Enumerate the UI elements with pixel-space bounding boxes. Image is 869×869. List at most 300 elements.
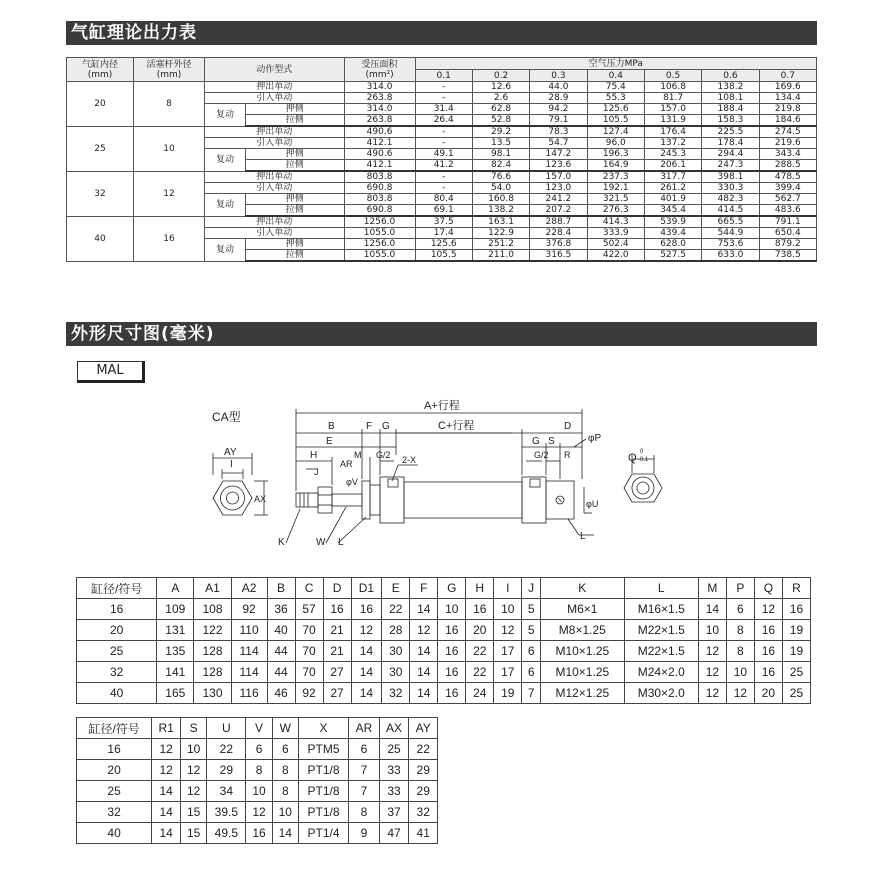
force-cell: 125.6 [415,239,472,250]
header-cell: F [410,578,438,599]
header-cell: 缸径/符号 [77,718,152,739]
force-cell: 147.2 [530,149,587,160]
label-m: M [354,450,362,460]
force-cell: 188.4 [702,104,759,115]
force-cell: 333.9 [587,228,644,239]
label-k: K [278,537,285,548]
area-cell: 490.6 [344,149,415,160]
force-cell: 17.4 [415,228,472,239]
force-cell: 184.6 [759,115,816,127]
header-cell: I [494,578,522,599]
value-cell: 8 [726,620,754,641]
header-cell: X [298,718,348,739]
value-cell: 16 [438,620,466,641]
force-cell: 108.1 [702,93,759,104]
value-cell: 16 [754,641,782,662]
header-cell: S [181,718,207,739]
action-cell: 押出单动 [205,126,345,138]
value-cell: 110 [231,620,267,641]
action-cell: 押出单动 [205,216,345,228]
header-cell: D1 [351,578,382,599]
force-cell: 228.4 [530,228,587,239]
value-cell: 21 [323,641,351,662]
force-cell: 478.5 [759,171,816,183]
force-cell: 138.2 [702,82,759,93]
rod-cell: 10 [134,126,205,171]
value-cell: 32 [77,662,157,683]
value-cell: 49.5 [207,823,246,844]
table-row [67,82,817,93]
force-cell: 502.4 [587,239,644,250]
force-cell: 105.5 [415,250,472,262]
value-cell: 70 [295,641,323,662]
table-row [77,641,811,662]
value-cell: 39.5 [207,802,246,823]
value-cell: 12 [152,739,181,760]
area-cell: 1055.0 [344,250,415,262]
rod-cell: 16 [134,216,205,261]
table-row [77,823,438,844]
force-cell: 650.4 [759,228,816,239]
table-row [77,662,811,683]
force-cell: 288.5 [759,160,816,172]
force-cell: 123.6 [530,160,587,172]
value-cell: 16 [438,662,466,683]
action-cell: 复动 [205,149,246,172]
value-cell: 22 [207,739,246,760]
force-cell: 54.0 [472,183,529,194]
value-cell: 10 [726,662,754,683]
label-ar: AR [340,459,353,469]
force-cell: 94.2 [530,104,587,115]
force-cell: 345.4 [644,205,701,217]
table-row [77,620,811,641]
value-cell: 9 [349,823,380,844]
value-cell: 16 [754,620,782,641]
cylinder-drawing [196,395,706,555]
value-cell: 14 [410,662,438,683]
value-cell: 14 [351,662,382,683]
value-cell: 6 [272,739,298,760]
value-cell: 30 [382,641,410,662]
force-table [66,57,817,262]
value-cell: 7 [349,781,380,802]
value-cell: 20 [466,620,494,641]
value-cell: PTM5 [298,739,348,760]
force-cell: 245.3 [644,149,701,160]
value-cell: 12 [698,683,726,704]
bore-cell: 40 [67,216,134,261]
force-cell: 343.4 [759,149,816,160]
area-cell: 263.8 [344,93,415,104]
action-cell: 复动 [205,239,246,262]
header-cell: M [698,578,726,599]
table-row [77,739,438,760]
label-s: S [548,436,555,447]
value-cell: 116 [231,683,267,704]
type-label: CA型 [212,410,241,424]
force-cell: 316.5 [530,250,587,262]
force-cell: 439.4 [644,228,701,239]
label-i: I [230,459,233,470]
header-cell: C [295,578,323,599]
label-g: G [382,421,390,432]
header-cell: D [323,578,351,599]
header-cell: A [157,578,194,599]
value-cell: PT1/8 [298,781,348,802]
force-cell: - [415,82,472,93]
value-cell: 5 [522,620,541,641]
value-cell: 12 [181,760,207,781]
force-cell: 169.6 [759,82,816,93]
value-cell: 16 [77,599,157,620]
force-cell: 157.0 [530,171,587,183]
value-cell: 33 [379,781,409,802]
value-cell: 109 [157,599,194,620]
header-cell: R [782,578,810,599]
area-cell: 1256.0 [344,216,415,228]
value-cell: 7 [522,683,541,704]
value-cell: M16×1.5 [624,599,698,620]
force-cell: 79.1 [530,115,587,127]
header-rod: 活塞杆外径 (mm) [134,58,205,82]
header-cell: A1 [194,578,231,599]
table-row [67,171,817,183]
force-cell: 62.8 [472,104,529,115]
value-cell: 122 [194,620,231,641]
label-f: F [366,421,373,432]
force-cell: 211.0 [472,250,529,262]
header-cell: H [466,578,494,599]
force-cell: 738.5 [759,250,816,262]
value-cell: 6 [522,662,541,683]
action-cell: 押出单动 [205,171,345,183]
value-cell: 10 [494,599,522,620]
side-cell: 押侧 [246,194,345,205]
table-row [77,760,438,781]
value-cell: 12 [152,760,181,781]
label-ax: AX [254,494,267,504]
value-cell: 141 [157,662,194,683]
value-cell: 12 [698,662,726,683]
value-cell: 16 [438,641,466,662]
label-l-rear: L [580,531,586,542]
value-cell: 20 [77,760,152,781]
label-ay: AY [224,447,237,458]
header-cell: L [624,578,698,599]
action-cell: 复动 [205,104,246,127]
value-cell: 14 [410,683,438,704]
value-cell: 10 [438,599,466,620]
side-cell: 拉侧 [246,250,345,262]
force-cell: - [415,171,472,183]
value-cell: 41 [409,823,438,844]
value-cell: 46 [267,683,295,704]
header-cell: G [438,578,466,599]
value-cell: 22 [466,641,494,662]
label-x: 2-X [402,455,417,465]
area-cell: 1055.0 [344,228,415,239]
label-j: J [314,467,319,477]
section-title-dimensions: 外形尺寸图(毫米) [66,322,817,346]
value-cell: 16 [323,599,351,620]
force-cell: 414.5 [702,205,759,217]
force-cell: 294.4 [702,149,759,160]
value-cell: M22×1.5 [624,620,698,641]
rod-cell: 12 [134,171,205,216]
force-cell: 401.9 [644,194,701,205]
force-cell: 539.9 [644,216,701,228]
force-cell: 753.6 [702,239,759,250]
force-cell: 138.2 [472,205,529,217]
force-cell: 192.1 [587,183,644,194]
header-row [77,578,811,599]
value-cell: 16 [77,739,152,760]
table-row [77,599,811,620]
value-cell: 14 [698,599,726,620]
force-cell: 29.2 [472,126,529,138]
value-cell: PT1/8 [298,802,348,823]
table-row [77,802,438,823]
label-g2: G/2 [376,450,391,460]
value-cell: 14 [152,802,181,823]
force-cell: 31.4 [415,104,472,115]
force-cell: 321.5 [587,194,644,205]
force-cell: 49.1 [415,149,472,160]
header-pressure-value: 0.7 [759,70,816,82]
side-cell: 押侧 [246,239,345,250]
force-cell: 123.0 [530,183,587,194]
header-area: 受压面积 (mm²) [344,58,415,82]
value-cell: 70 [295,662,323,683]
force-cell: 164.9 [587,160,644,172]
force-cell: 206.1 [644,160,701,172]
table-row [77,683,811,704]
label-h: H [310,450,318,461]
label-b: B [328,421,335,432]
value-cell: 33 [379,760,409,781]
force-cell: 317.7 [644,171,701,183]
force-cell: 482.3 [702,194,759,205]
force-cell: 207.2 [530,205,587,217]
value-cell: 37 [379,802,409,823]
force-cell: 125.6 [587,104,644,115]
force-cell: 131.9 [644,115,701,127]
action-cell: 引入单动 [205,138,345,149]
value-cell: 130 [194,683,231,704]
force-cell: 28.9 [530,93,587,104]
value-cell: 17 [494,662,522,683]
force-cell: 75.4 [587,82,644,93]
value-cell: 10 [181,739,207,760]
label-g2-rear: G/2 [534,450,549,460]
bore-cell: 25 [67,126,134,171]
force-cell: 54.7 [530,138,587,149]
header-pressure-value: 0.6 [702,70,759,82]
force-cell: 261.2 [644,183,701,194]
force-cell: 158.3 [702,115,759,127]
value-cell: 108 [194,599,231,620]
value-cell: 16 [466,599,494,620]
label-c-stroke: C+行程 [438,420,475,432]
header-cell: R1 [152,718,181,739]
force-cell: 276.3 [587,205,644,217]
header-cell: E [382,578,410,599]
label-w: W [316,537,326,548]
bore-cell: 20 [67,82,134,127]
side-cell: 拉侧 [246,115,345,127]
header-pressure: 空气压力MPa [415,58,816,70]
dimension-table-1 [76,577,811,704]
force-cell: 98.1 [472,149,529,160]
value-cell: 14 [152,823,181,844]
force-cell: 81.7 [644,93,701,104]
side-cell: 拉侧 [246,205,345,217]
value-cell: 34 [207,781,246,802]
force-cell: 137.2 [644,138,701,149]
value-cell: 17 [494,641,522,662]
value-cell: 12 [181,781,207,802]
force-cell: 134.4 [759,93,816,104]
force-cell: 76.6 [472,171,529,183]
value-cell: 47 [379,823,409,844]
header-cell: W [272,718,298,739]
value-cell: 15 [181,823,207,844]
value-cell: 14 [272,823,298,844]
value-cell: M24×2.0 [624,662,698,683]
value-cell: 10 [272,802,298,823]
side-cell: 拉侧 [246,160,345,172]
value-cell: PT1/4 [298,823,348,844]
value-cell: 22 [409,739,438,760]
value-cell: M8×1.25 [541,620,625,641]
force-cell: 422.0 [587,250,644,262]
value-cell: 16 [754,662,782,683]
force-cell: 237.3 [587,171,644,183]
force-cell: - [415,138,472,149]
value-cell: 16 [782,599,810,620]
value-cell: 135 [157,641,194,662]
value-cell: 22 [466,662,494,683]
force-cell: 483.6 [759,205,816,217]
value-cell: 12 [698,641,726,662]
force-cell: - [415,183,472,194]
section-title-force: 气缸理论出力表 [66,21,817,45]
value-cell: 6 [349,739,380,760]
force-cell: - [415,93,472,104]
table-row [67,216,817,228]
header-cell: U [207,718,246,739]
force-cell: 628.0 [644,239,701,250]
force-cell: 633.0 [702,250,759,262]
value-cell: 44 [267,662,295,683]
value-cell: M30×2.0 [624,683,698,704]
value-cell: 12 [410,620,438,641]
area-cell: 490.6 [344,126,415,138]
rod-cell: 8 [134,82,205,127]
force-cell: 26.4 [415,115,472,127]
force-cell: 288.7 [530,216,587,228]
value-cell: 32 [77,802,152,823]
value-cell: 16 [438,683,466,704]
value-cell: 14 [410,599,438,620]
force-cell: 106.8 [644,82,701,93]
value-cell: 7 [349,760,380,781]
value-cell: 27 [323,662,351,683]
action-cell: 引入单动 [205,183,345,194]
value-cell: 20 [754,683,782,704]
force-cell: 2.6 [472,93,529,104]
value-cell: 32 [382,683,410,704]
force-cell: 219.8 [759,104,816,115]
area-cell: 263.8 [344,115,415,127]
label-u: φU [586,499,599,509]
value-cell: M6×1 [541,599,625,620]
value-cell: 40 [77,683,157,704]
value-cell: 12 [351,620,382,641]
area-cell: 314.0 [344,104,415,115]
action-cell: 引入单动 [205,228,345,239]
force-cell: 544.9 [702,228,759,239]
value-cell: 10 [698,620,726,641]
value-cell: 29 [409,760,438,781]
value-cell: 5 [522,599,541,620]
value-cell: 29 [207,760,246,781]
force-cell: 879.2 [759,239,816,250]
value-cell: 29 [409,781,438,802]
force-cell: 562.7 [759,194,816,205]
force-cell: 791.1 [759,216,816,228]
value-cell: 14 [351,641,382,662]
header-cell: K [541,578,625,599]
value-cell: 6 [522,641,541,662]
value-cell: 8 [246,760,272,781]
force-cell: 82.4 [472,160,529,172]
force-cell: 527.5 [644,250,701,262]
value-cell: 19 [782,620,810,641]
label-e: E [326,436,333,447]
header-cell: Q [754,578,782,599]
header-cell: AX [379,718,409,739]
value-cell: M12×1.25 [541,683,625,704]
force-cell: 12.6 [472,82,529,93]
value-cell: 21 [323,620,351,641]
value-cell: 25 [782,683,810,704]
header-cell: A2 [231,578,267,599]
value-cell: 15 [181,802,207,823]
area-cell: 803.8 [344,171,415,183]
value-cell: M10×1.25 [541,641,625,662]
value-cell: 25 [379,739,409,760]
value-cell: 131 [157,620,194,641]
header-row [77,718,438,739]
action-cell: 复动 [205,194,246,217]
value-cell: 12 [494,620,522,641]
value-cell: 92 [295,683,323,704]
header-action: 动作型式 [205,58,345,82]
value-cell: 6 [246,739,272,760]
header-cell: P [726,578,754,599]
value-cell: 25 [77,641,157,662]
force-cell: 55.3 [587,93,644,104]
header-pressure-value: 0.4 [587,70,644,82]
value-cell: 12 [246,802,272,823]
value-cell: 8 [349,802,380,823]
force-cell: 105.5 [587,115,644,127]
model-label: MAL [77,361,145,383]
header-pressure-value: 0.1 [415,70,472,82]
value-cell: 27 [323,683,351,704]
